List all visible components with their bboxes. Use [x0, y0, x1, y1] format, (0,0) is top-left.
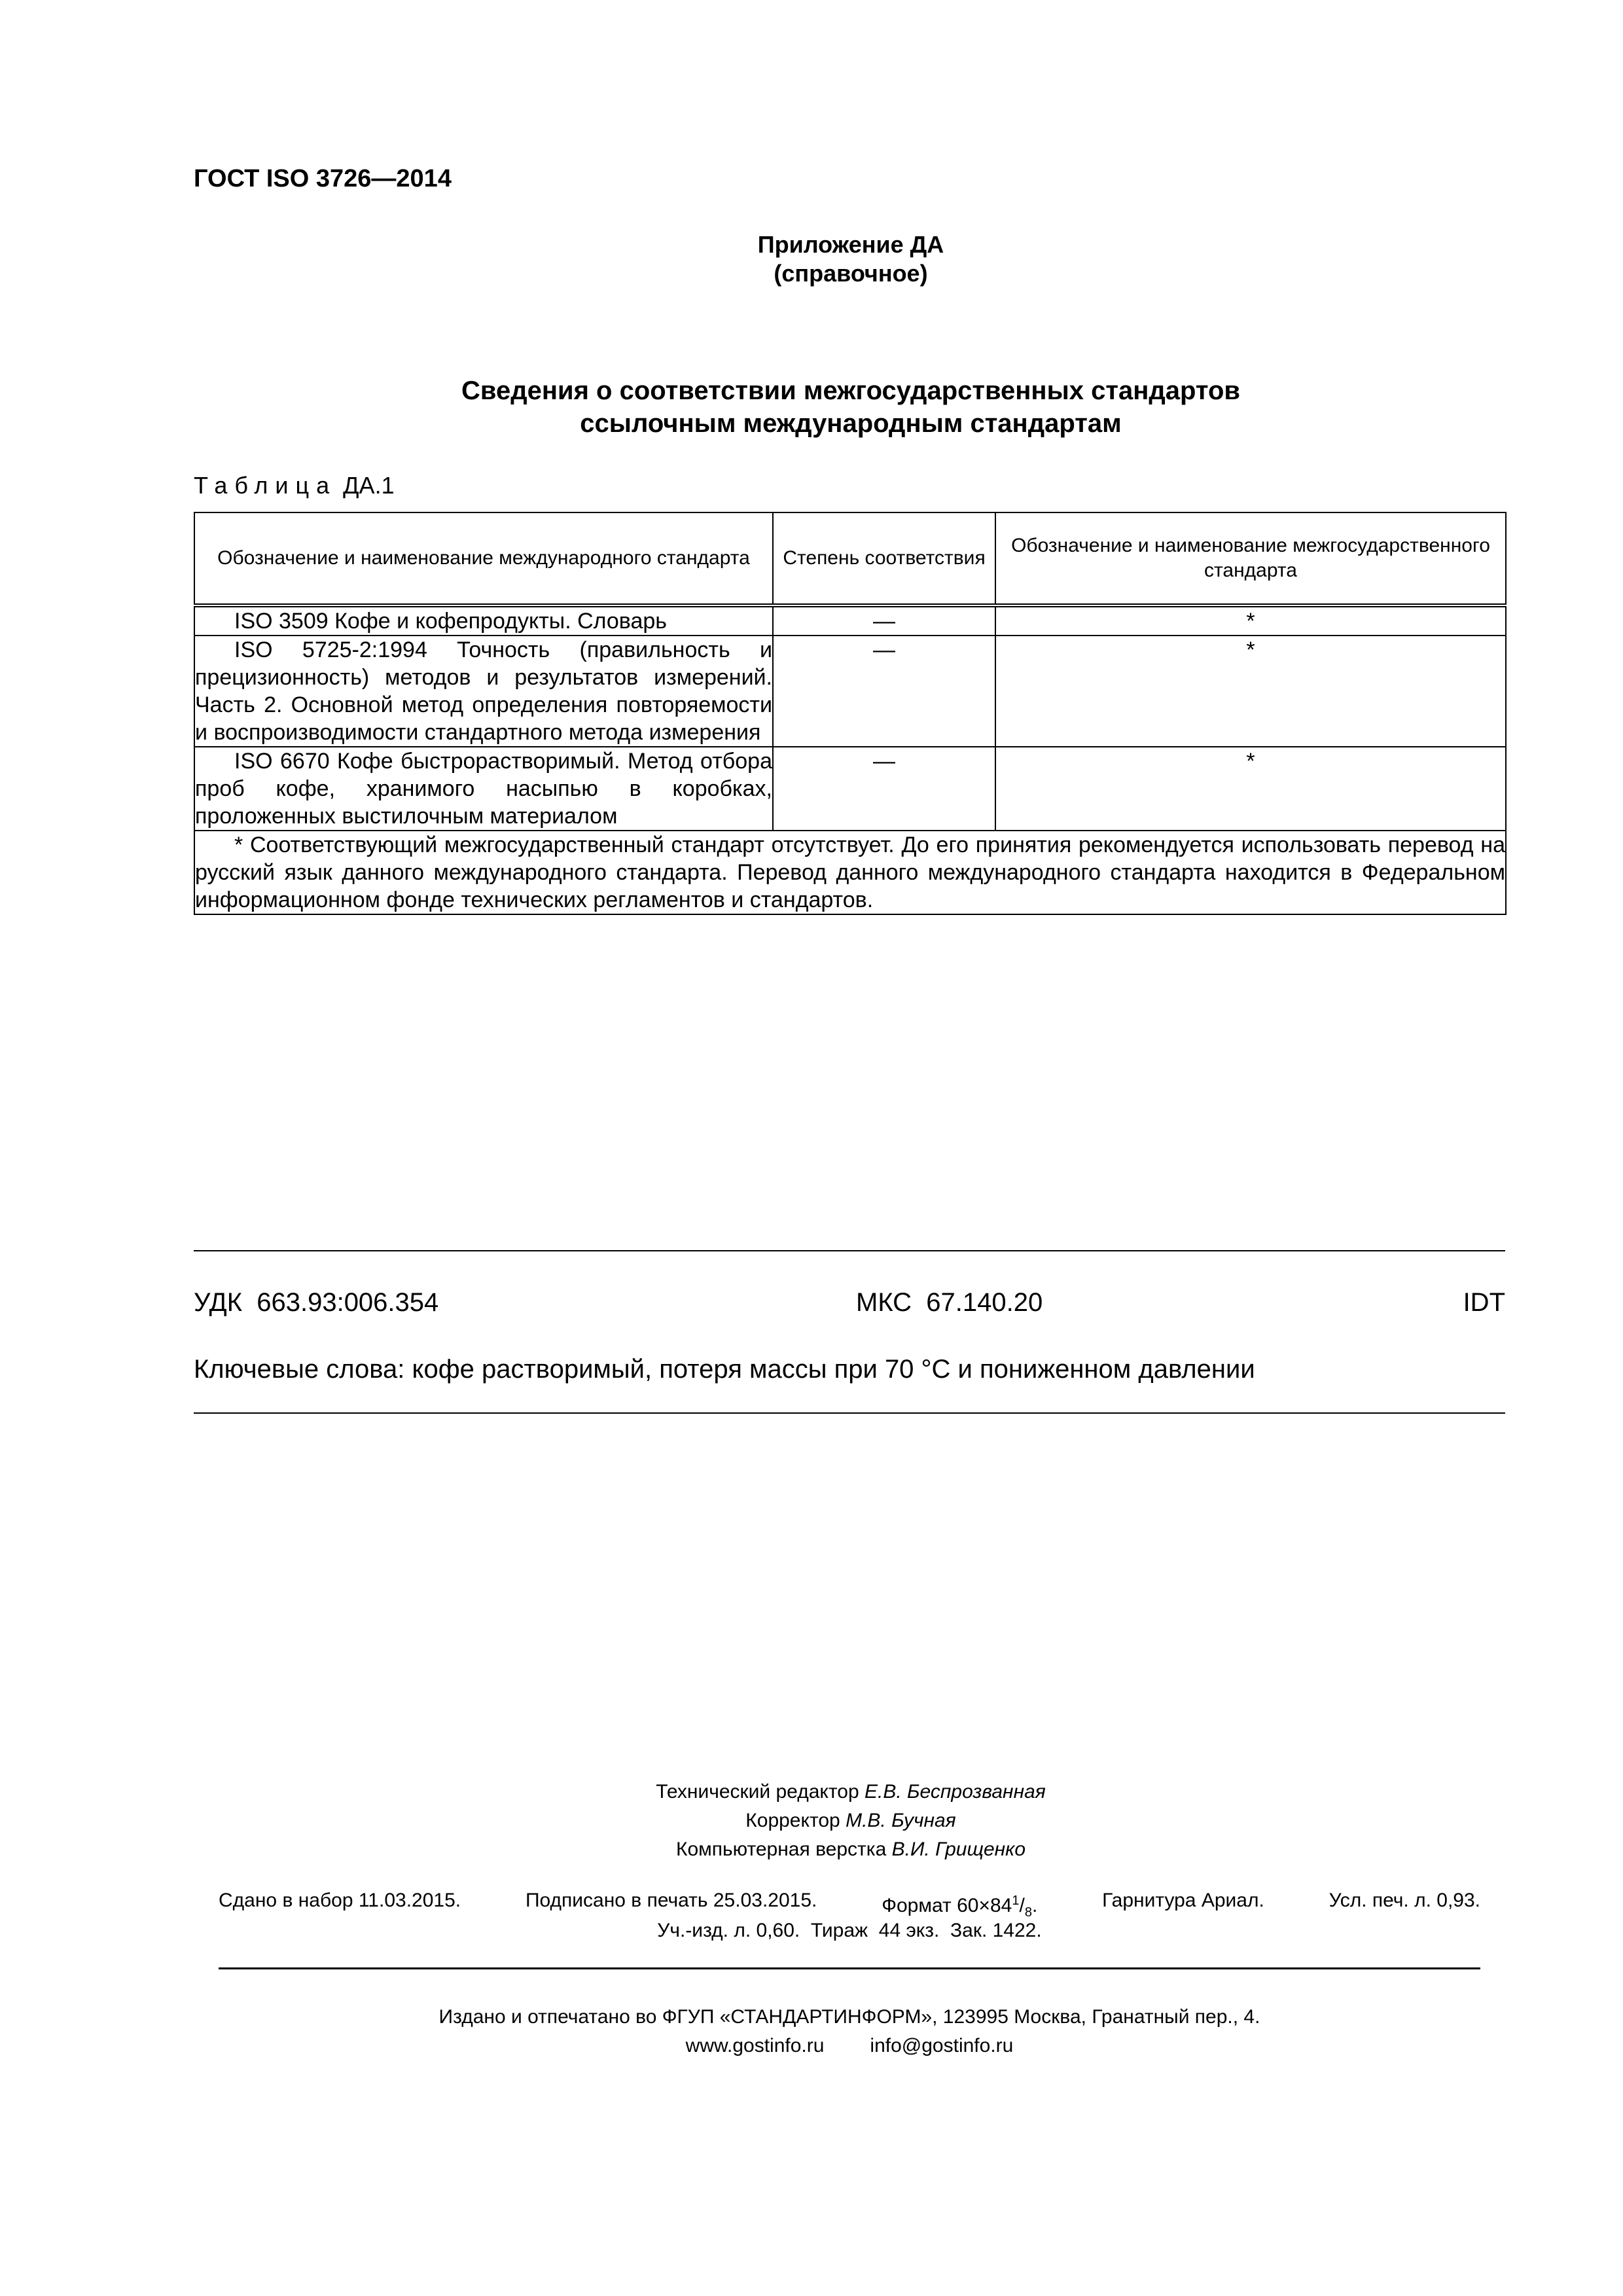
header-international-standard: Обозначение и наименование международного стандарта [194, 512, 773, 605]
publisher-info: Издано и отпечатано во ФГУП «СТАНДАРТИНФОРМ», 123995 Москва, Гранатный пер., 4. [438, 2006, 1260, 2028]
row-interstate-standard: * [995, 605, 1506, 636]
row-interstate-standard: * [995, 636, 1506, 747]
format-suffix: . [1031, 1895, 1038, 1916]
row-degree: — [773, 636, 995, 747]
row-international-standard: ISO 3509 Кофе и кофепродукты. Словарь [194, 605, 773, 636]
section-title-line2: ссылочным международным стандартам [580, 409, 1122, 438]
row-international-standard: ISO 6670 Кофе быстрорастворимый. Метод отбора проб кофе, хранимого насыпью в коробках, проложенных выстилочным материалом [194, 747, 773, 831]
format-denominator: 8 [1024, 1905, 1032, 1920]
header-degree-of-correspondence: Степень соответствия [773, 512, 995, 605]
udk-code: УДК 663.93:006.354 [194, 1288, 439, 1317]
table-row [194, 605, 1506, 636]
idt-marker: IDT [1463, 1288, 1505, 1317]
table-row [194, 636, 1506, 747]
submitted-date: Сдано в набор 11.03.2015. [219, 1890, 461, 1911]
row-degree: — [773, 605, 995, 636]
section-title-line1: Сведения о соответствии межгосударственных стандартов [461, 376, 1240, 405]
publisher-email: info@gostinfo.ru [870, 2035, 1014, 2056]
print-info-line2: Уч.-изд. л. 0,60. Тираж 44 экз. Зак. 1422. [657, 1920, 1042, 1941]
table-header-row [194, 512, 1506, 605]
correspondence-table [194, 512, 1507, 915]
layout-name: В.И. Грищенко [891, 1839, 1026, 1860]
tech-editor-label: Технический редактор [656, 1781, 859, 1803]
corrector-name: М.В. Бучная [846, 1810, 956, 1831]
tech-editor-line [458, 1778, 1243, 1806]
divider-top [194, 1250, 1505, 1251]
typeface: Гарнитура Ариал. [1102, 1890, 1264, 1911]
appendix-heading [720, 230, 982, 288]
table-caption-id: ДА.1 [343, 472, 395, 499]
table-row [194, 747, 1506, 831]
row-international-standard: ISO 5725-2:1994 Точность (правильность и прецизионность) методов и результатов измерений. Часть 2. Основной метод определения повторяемости и воспроизводимости стандартного метода измерения [194, 636, 773, 747]
section-title [327, 374, 1374, 440]
format-prefix: Формат 60×84 [882, 1895, 1012, 1916]
divider-bottom [194, 1412, 1505, 1414]
print-sheets: Усл. печ. л. 0,93. [1329, 1890, 1480, 1911]
corrector-label: Корректор [745, 1810, 840, 1831]
appendix-title: Приложение ДА [757, 231, 944, 258]
table-caption [194, 471, 395, 500]
layout-label: Компьютерная верстка [675, 1839, 887, 1860]
signed-date: Подписано в печать 25.03.2015. [525, 1890, 817, 1911]
table-footnote: * Соответствующий межгосударственный стандарт отсутствует. До его принятия рекомендуется использовать перевод на русский язык данного международного стандарта. Перевод данного международного стандарта находится в Федеральном информационном фонде технических регламентов и стандартов. [194, 831, 1506, 914]
format-slash: / [1019, 1895, 1025, 1916]
layout-line [458, 1835, 1243, 1864]
appendix-subtitle: (справочное) [774, 260, 928, 287]
row-degree: — [773, 747, 995, 831]
credits-block [458, 1778, 1243, 1864]
corrector-line [458, 1806, 1243, 1835]
header-interstate-standard: Обозначение и наименование межгосударственного стандарта [995, 512, 1506, 605]
tech-editor-name: Е.В. Беспрозванная [864, 1781, 1046, 1803]
mks-code: МКС 67.140.20 [856, 1288, 1043, 1317]
document-code: ГОСТ ISO 3726—2014 [194, 165, 452, 192]
keywords: Ключевые слова: кофе растворимый, потеря массы при 70 °С и пониженном давлении [194, 1355, 1255, 1384]
format-numerator: 1 [1012, 1893, 1020, 1908]
divider-publisher [219, 1967, 1480, 1969]
table-footnote-row [194, 831, 1506, 914]
row-interstate-standard: * [995, 747, 1506, 831]
publisher-website: www.gostinfo.ru [685, 2035, 825, 2056]
table-caption-word: Таблица [194, 472, 337, 499]
publisher-contacts [219, 2032, 1480, 2060]
